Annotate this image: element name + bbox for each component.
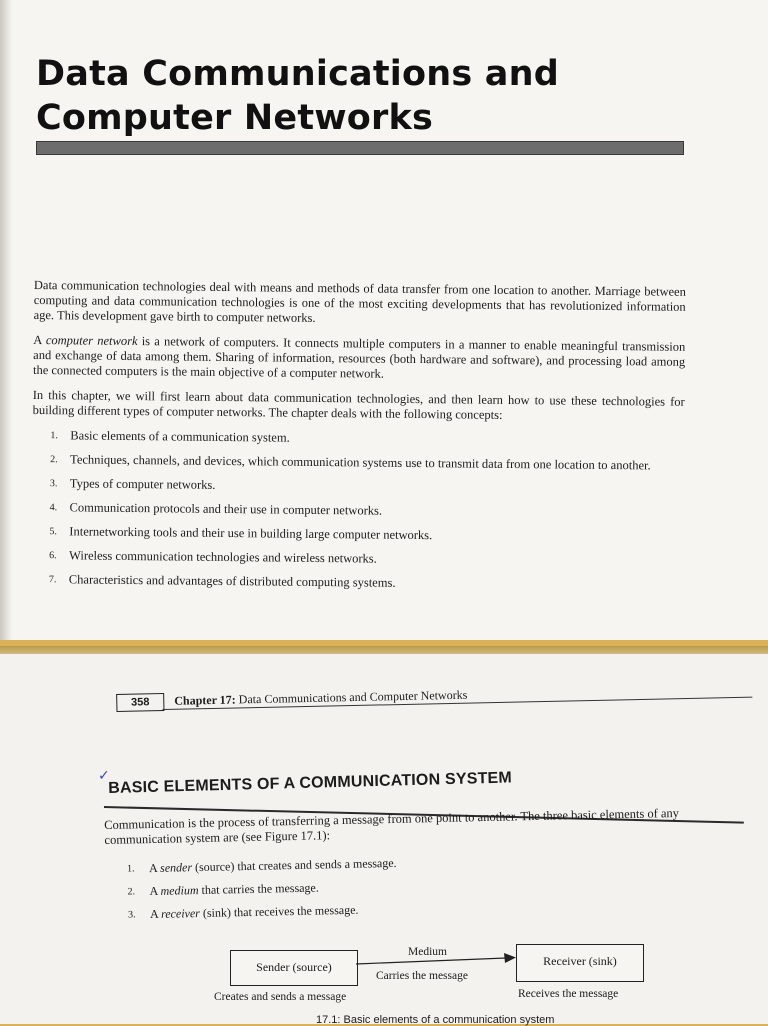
list-number: 4.	[49, 502, 58, 514]
receiver-box: Receiver (sink)	[516, 944, 644, 982]
list-text: Internetworking tools and their use in building large computer networks.	[69, 524, 433, 543]
list-item	[32, 428, 684, 450]
sender-caption: Creates and sends a message	[214, 991, 347, 1003]
list-number: 5.	[49, 526, 57, 538]
page-shadow	[0, 0, 12, 640]
list-text: Types of computer networks.	[69, 476, 216, 492]
arrow-head-icon	[504, 953, 516, 963]
figure-caption: 17.1: Basic elements of a communication system	[316, 1014, 555, 1026]
para2-lead: A	[33, 332, 46, 348]
list-text: Techniques, channels, and devices, which communication systems use to transmit data from one location to another.	[70, 452, 651, 473]
list-text: Basic elements of a communication system.	[70, 428, 290, 445]
list-item	[31, 524, 683, 546]
list-text: (source) that creates and sends a message.	[191, 855, 397, 875]
list-number: 2.	[50, 454, 58, 466]
list-text: Characteristics and advantages of distributed computing systems.	[68, 572, 396, 590]
chapter-title	[36, 52, 676, 140]
term-computer-network: computer network	[45, 333, 138, 349]
para2-rest: is a network of computers. It connects multiple computers in a manner to enable meaningful transmission and exchange of data among them. Sharing of information, resources (both hardware and software), and processing load among the connected computers is the main objective of a computer network.	[32, 334, 686, 381]
list-item	[106, 895, 746, 923]
list-lead: A	[149, 883, 161, 899]
term-sender: sender	[159, 860, 193, 875]
list-number: 1.	[126, 863, 135, 875]
list-text: that carries the message.	[198, 880, 319, 898]
intro-paragraph-1: Data communication technologies deal with means and methods of data transfer from one location to another. Marriage between computing and data communication technologies is one of the most exciting developments that has revolutionized information age. This development gave birth to computer networks.	[33, 278, 686, 325]
list-lead: A	[149, 906, 162, 922]
intro-paragraph-3: In this chapter, we will first learn about data communication technologies, and then learn how to use these technologies for building different types of computer networks. The chapter deals with the following concepts:	[32, 387, 685, 422]
chapter-intro	[31, 278, 686, 603]
receiver-caption: Receives the message	[518, 988, 619, 1000]
arrow-line	[356, 958, 506, 964]
list-text: (sink) that receives the message.	[199, 902, 359, 921]
list-number: 1.	[50, 430, 58, 442]
running-head-title: Data Communications and Computer Networks	[235, 687, 468, 707]
running-head-chapter: Chapter 17:	[174, 692, 236, 708]
section-intro: Communication is the process of transferring a message from one point to another. The three basic elements of any communication system are (see Figure 17.1):	[104, 805, 680, 847]
medium-caption: Carries the message	[376, 970, 468, 982]
page-number: 358	[116, 693, 164, 712]
section-heading: BASIC ELEMENTS OF A COMMUNICATION SYSTEM	[108, 769, 513, 797]
list-item	[32, 452, 684, 474]
sender-box: Sender (source)	[230, 950, 358, 986]
section-body	[104, 805, 746, 931]
title-rule	[36, 141, 684, 155]
list-lead: A	[148, 860, 161, 876]
list-item	[31, 572, 683, 594]
list-number: 6.	[49, 550, 57, 562]
term-receiver: receiver	[160, 906, 201, 921]
list-item	[32, 500, 684, 522]
concepts-list	[31, 428, 685, 594]
chapter-title-line1: Data Communications and	[36, 54, 559, 94]
list-number: 2.	[127, 886, 136, 898]
elements-list	[105, 849, 746, 923]
list-item	[32, 476, 684, 498]
term-medium: medium	[160, 883, 199, 898]
medium-label: Medium	[408, 946, 447, 958]
list-item	[31, 548, 683, 570]
list-number: 3.	[49, 478, 58, 490]
list-number: 7.	[48, 574, 57, 586]
list-text: Wireless communication technologies and wireless networks.	[69, 548, 377, 566]
check-mark-icon: ✓	[98, 768, 110, 784]
list-number: 3.	[127, 909, 136, 921]
list-text: Communication protocols and their use in computer networks.	[69, 500, 383, 518]
intro-paragraph-2	[33, 333, 685, 385]
chapter-title-line2: Computer Networks	[36, 98, 433, 138]
